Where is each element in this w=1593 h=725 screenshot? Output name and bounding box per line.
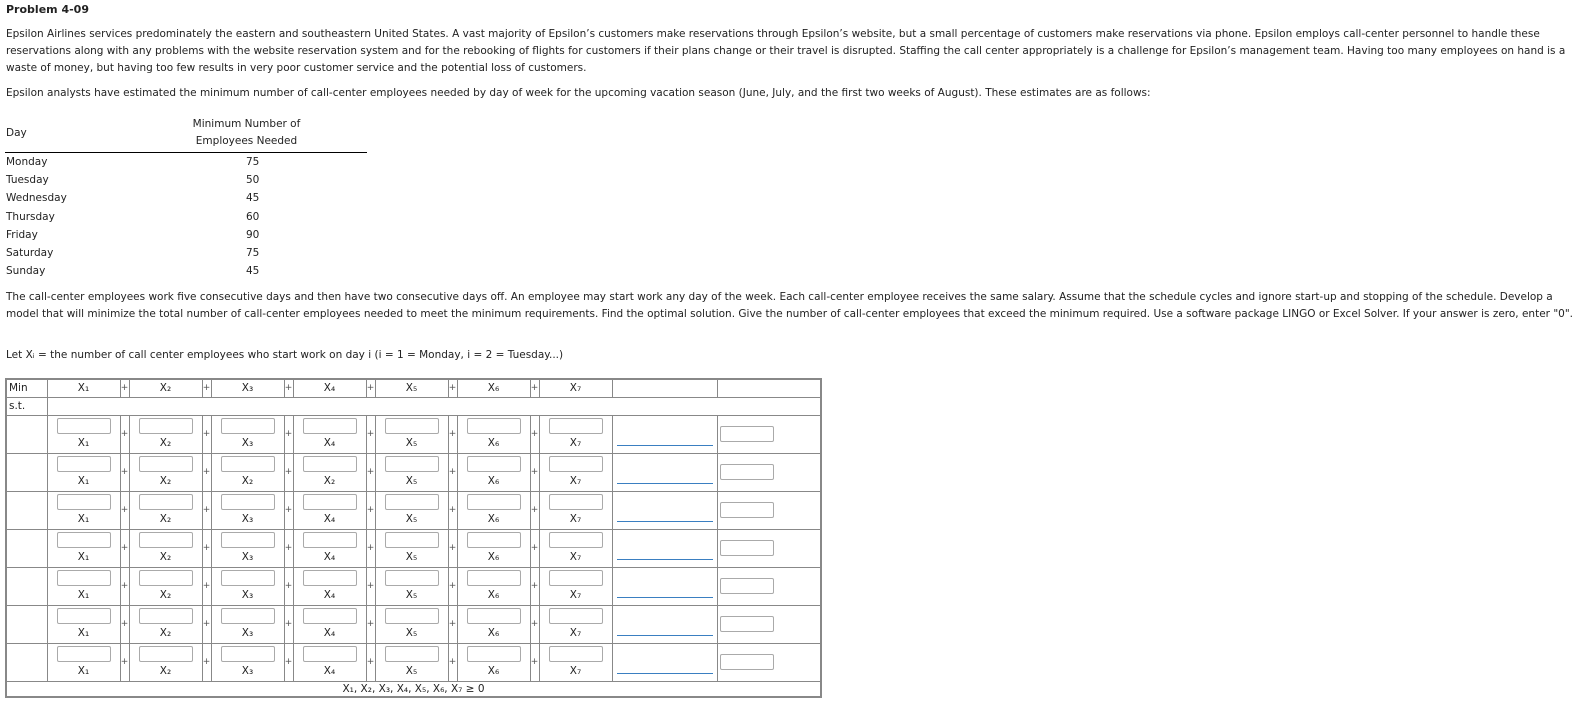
relation-cell [612, 415, 717, 453]
demand-row [5, 207, 367, 225]
plus-sign: + [448, 529, 457, 567]
objective-var-label: X₅ [375, 379, 448, 397]
variable-label: X₂ [159, 589, 172, 601]
coefficient-input[interactable] [303, 494, 357, 510]
rhs-cell [717, 453, 821, 491]
constraint-label-cell [6, 453, 47, 491]
demand-row [5, 189, 367, 207]
variable-label: X₆ [487, 437, 500, 449]
variable-label: X₂ [323, 475, 336, 487]
coefficient-input[interactable] [57, 456, 111, 472]
coef-cell [47, 453, 120, 491]
coef-cell [293, 415, 366, 453]
coef-cell [539, 567, 612, 605]
plus-sign: + [530, 415, 539, 453]
plus-sign: + [120, 415, 129, 453]
coef-cell [211, 415, 284, 453]
variable-label: X₅ [405, 475, 418, 487]
variable-label: X₂ [241, 475, 254, 487]
relation-cell [612, 529, 717, 567]
coefficient-input[interactable] [139, 418, 193, 434]
plus-sign: + [366, 453, 375, 491]
coef-cell [211, 491, 284, 529]
coef-cell [539, 529, 612, 567]
constraint-label-cell [6, 529, 47, 567]
constraint-row [6, 567, 821, 605]
rhs-input[interactable] [720, 464, 774, 480]
coefficient-input[interactable] [57, 608, 111, 624]
relation-dropdown[interactable] [617, 651, 713, 674]
plus-sign: + [202, 529, 211, 567]
rhs-input[interactable] [720, 654, 774, 670]
variable-label: X₅ [405, 437, 418, 449]
coef-cell [539, 491, 612, 529]
objective-var-label: X₁ [47, 379, 120, 397]
coefficient-input[interactable] [139, 494, 193, 510]
coefficient-input[interactable] [549, 608, 603, 624]
rhs-input[interactable] [720, 540, 774, 556]
coef-cell [293, 605, 366, 643]
coefficient-input[interactable] [549, 532, 603, 548]
relation-cell [612, 453, 717, 491]
coefficient-input[interactable] [57, 494, 111, 510]
rhs-input[interactable] [720, 502, 774, 518]
coef-cell [457, 643, 530, 681]
plus-sign: + [202, 415, 211, 453]
coefficient-input[interactable] [467, 570, 521, 586]
rhs-cell [717, 491, 821, 529]
intro-paragraph: Epsilon Airlines services predominately the eastern and southeastern United States. A vast majority of Epsilon’s customers make reservations through Epsilon’s website, but a small percentage of customers make reservations via phone. Epsilon employs call-center personnel to handle these reservations along with any problems with the website reservation system and for the rebooking of flights for customers if their plans change or their travel is disrupted. Staffing the call center appropriately is a challenge for Epsilon’s management team. Having too many employees on hand is a waste of money, but having too few results in very poor customer service and the potential loss of customers. [6, 28, 1566, 74]
objective-blank [717, 379, 821, 397]
coefficient-input[interactable] [385, 494, 439, 510]
constraint-label-cell [6, 643, 47, 681]
variable-label: X₆ [487, 589, 500, 601]
plus-sign: + [284, 415, 293, 453]
plus-sign: + [530, 567, 539, 605]
variable-label: X₇ [569, 665, 582, 677]
coef-cell [211, 529, 284, 567]
variable-label: X₁ [77, 475, 90, 487]
demand-min: 45 [246, 265, 260, 278]
objective-var-label: X₃ [211, 379, 284, 397]
demand-day: Thursday [6, 210, 55, 223]
plus-sign: + [530, 491, 539, 529]
demand-min: 75 [246, 155, 260, 168]
plus-sign: + [366, 567, 375, 605]
coef-cell [375, 453, 448, 491]
coefficient-input[interactable] [385, 456, 439, 472]
variable-label: X₂ [159, 627, 172, 639]
coef-cell [457, 605, 530, 643]
relation-dropdown[interactable] [617, 499, 713, 522]
variable-label: X₅ [405, 513, 418, 525]
variable-label: X₇ [569, 475, 582, 487]
variable-label: X₁ [77, 627, 90, 639]
plus-sign: + [120, 605, 129, 643]
coef-cell [129, 529, 202, 567]
coefficient-input[interactable] [57, 532, 111, 548]
variable-label: X₇ [569, 437, 582, 449]
plus-sign: + [530, 529, 539, 567]
coef-cell [211, 643, 284, 681]
coefficient-input[interactable] [139, 646, 193, 662]
constraint-row [6, 605, 821, 643]
objective-var-label: X₆ [457, 379, 530, 397]
relation-dropdown[interactable] [617, 461, 713, 484]
variable-label: X₁ [77, 513, 90, 525]
rhs-cell [717, 643, 821, 681]
relation-cell [612, 605, 717, 643]
plus-sign: + [448, 415, 457, 453]
plus-sign: + [530, 379, 539, 397]
coefficient-input[interactable] [303, 570, 357, 586]
coef-cell [375, 491, 448, 529]
coef-cell [293, 529, 366, 567]
plus-sign: + [366, 415, 375, 453]
variable-label: X₃ [241, 551, 254, 563]
constraint-row [6, 529, 821, 567]
coefficient-input[interactable] [139, 608, 193, 624]
coefficient-input[interactable] [385, 418, 439, 434]
plus-sign: + [284, 605, 293, 643]
variable-label: X₂ [159, 513, 172, 525]
variable-label: X₁ [77, 551, 90, 563]
coefficient-input[interactable] [549, 570, 603, 586]
coefficient-input[interactable] [467, 494, 521, 510]
plus-sign: + [448, 491, 457, 529]
model-paragraph: The call-center employees work five consecutive days and then have two consecutive days off. An employee may start work any day of the week. Each call-center employee receives the same salary. Assume that the schedule cycles and ignore start-up and stopping of the schedule. Develop a model that will minimize the total number of call-center employees needed to meet the minimum requirements. Find the optimal solution. Give the number of call-center employees that exceed the minimum required. Use a software package LINGO or Excel Solver. If your answer is zero, enter "0". [6, 291, 1573, 320]
coefficient-input[interactable] [57, 646, 111, 662]
coef-cell [457, 415, 530, 453]
variable-label: X₁ [77, 437, 90, 449]
min-label: Min [6, 379, 47, 397]
coef-cell [47, 643, 120, 681]
plus-sign: + [202, 379, 211, 397]
constraint-row [6, 415, 821, 453]
variable-label: X₅ [405, 627, 418, 639]
problem-title: Problem 4-09 [6, 3, 89, 16]
coefficient-input[interactable] [139, 532, 193, 548]
demand-min: 90 [246, 228, 260, 241]
variable-label: X₃ [241, 513, 254, 525]
demand-header-min-line1: Minimum Number of [192, 117, 301, 130]
coef-cell [293, 453, 366, 491]
plus-sign: + [284, 529, 293, 567]
variable-label: X₂ [159, 437, 172, 449]
coefficient-input[interactable] [221, 570, 275, 586]
plus-sign: + [202, 453, 211, 491]
coefficient-input[interactable] [385, 532, 439, 548]
plus-sign: + [284, 453, 293, 491]
demand-table [5, 114, 367, 281]
variable-label: X₄ [323, 437, 336, 449]
relation-dropdown[interactable] [617, 537, 713, 560]
plus-sign: + [448, 379, 457, 397]
coef-cell [211, 567, 284, 605]
constraint-label-cell [6, 415, 47, 453]
plus-sign: + [284, 491, 293, 529]
rhs-cell [717, 567, 821, 605]
plus-sign: + [120, 379, 129, 397]
coef-cell [129, 491, 202, 529]
demand-min: 60 [246, 210, 260, 223]
coefficient-input[interactable] [467, 456, 521, 472]
coef-cell [539, 605, 612, 643]
objective-var-label: X₂ [129, 379, 202, 397]
demand-header-min-line2: Employees Needed [195, 134, 298, 147]
coef-cell [47, 567, 120, 605]
coef-cell [375, 415, 448, 453]
coefficient-input[interactable] [467, 418, 521, 434]
coef-cell [457, 529, 530, 567]
variable-label: X₂ [159, 551, 172, 563]
plus-sign: + [284, 643, 293, 681]
variable-label: X₇ [569, 513, 582, 525]
variable-label: X₇ [569, 551, 582, 563]
plus-sign: + [366, 491, 375, 529]
coefficient-input[interactable] [303, 456, 357, 472]
coef-cell [293, 643, 366, 681]
variable-definition: Let Xᵢ = the number of call center employees who start work on day i (i = 1 = Monday, i = 2 = Tuesday...) [6, 349, 564, 361]
rhs-input[interactable] [720, 578, 774, 594]
demand-min: 75 [246, 247, 260, 260]
variable-label: X₃ [241, 627, 254, 639]
rhs-cell [717, 415, 821, 453]
plus-sign: + [530, 453, 539, 491]
variable-label: X₆ [487, 665, 500, 677]
demand-day: Sunday [6, 265, 46, 278]
variable-label: X₆ [487, 551, 500, 563]
plus-sign: + [366, 605, 375, 643]
coef-cell [129, 643, 202, 681]
plus-sign: + [120, 491, 129, 529]
coef-cell [129, 567, 202, 605]
coef-cell [47, 529, 120, 567]
coef-cell [375, 643, 448, 681]
rhs-cell [717, 605, 821, 643]
coef-cell [293, 491, 366, 529]
coef-cell [129, 415, 202, 453]
coefficient-input[interactable] [139, 456, 193, 472]
plus-sign: + [448, 567, 457, 605]
plus-sign: + [284, 379, 293, 397]
coefficient-input[interactable] [303, 646, 357, 662]
variable-label: X₂ [159, 475, 172, 487]
relation-dropdown[interactable] [617, 423, 713, 446]
plus-sign: + [284, 567, 293, 605]
variable-label: X₄ [323, 513, 336, 525]
variable-label: X₃ [241, 665, 254, 677]
plus-sign: + [530, 643, 539, 681]
demand-min: 50 [246, 173, 260, 186]
relation-cell [612, 643, 717, 681]
plus-sign: + [120, 643, 129, 681]
demand-header-day: Day [5, 114, 186, 152]
objective-blank [612, 379, 717, 397]
demand-row [5, 152, 367, 171]
variable-label: X₄ [323, 627, 336, 639]
nonnegativity-text: X₁, X₂, X₃, X₄, X₅, X₆, X₇ ≥ 0 [6, 681, 821, 697]
coef-cell [211, 453, 284, 491]
demand-day: Friday [6, 228, 38, 241]
demand-header-min [186, 114, 367, 152]
constraint-label-cell [6, 567, 47, 605]
demand-day: Monday [6, 155, 48, 168]
plus-sign: + [366, 379, 375, 397]
variable-label: X₁ [77, 665, 90, 677]
plus-sign: + [202, 643, 211, 681]
coef-cell [539, 415, 612, 453]
st-spacer [47, 397, 821, 415]
relation-cell [612, 491, 717, 529]
coef-cell [47, 415, 120, 453]
variable-label: X₄ [323, 665, 336, 677]
demand-min: 45 [246, 192, 260, 205]
coefficient-input[interactable] [57, 570, 111, 586]
plus-sign: + [530, 605, 539, 643]
coefficient-input[interactable] [303, 532, 357, 548]
relation-cell [612, 567, 717, 605]
coefficient-input[interactable] [467, 646, 521, 662]
coefficient-input[interactable] [221, 418, 275, 434]
coef-cell [375, 529, 448, 567]
coef-cell [457, 491, 530, 529]
coefficient-input[interactable] [549, 494, 603, 510]
plus-sign: + [366, 643, 375, 681]
relation-dropdown[interactable] [617, 613, 713, 636]
plus-sign: + [448, 643, 457, 681]
variable-label: X₃ [241, 437, 254, 449]
coefficient-input[interactable] [303, 608, 357, 624]
coef-cell [539, 453, 612, 491]
coef-cell [457, 453, 530, 491]
demand-row [5, 244, 367, 262]
plus-sign: + [202, 491, 211, 529]
plus-sign: + [120, 453, 129, 491]
coef-cell [129, 453, 202, 491]
rhs-cell [717, 529, 821, 567]
coefficient-input[interactable] [385, 646, 439, 662]
variable-label: X₆ [487, 475, 500, 487]
plus-sign: + [120, 567, 129, 605]
constraint-row [6, 453, 821, 491]
coefficient-input[interactable] [221, 646, 275, 662]
coefficient-input[interactable] [467, 532, 521, 548]
relation-dropdown[interactable] [617, 575, 713, 598]
variable-label: X₄ [323, 589, 336, 601]
constraint-label-cell [6, 605, 47, 643]
demand-row [5, 171, 367, 189]
coefficient-input[interactable] [221, 494, 275, 510]
plus-sign: + [120, 529, 129, 567]
coefficient-input[interactable] [385, 570, 439, 586]
coef-cell [211, 605, 284, 643]
plus-sign: + [202, 605, 211, 643]
variable-label: X₆ [487, 627, 500, 639]
coefficient-input[interactable] [139, 570, 193, 586]
plus-sign: + [448, 453, 457, 491]
variable-label: X₅ [405, 589, 418, 601]
variable-label: X₆ [487, 513, 500, 525]
coefficient-input[interactable] [549, 456, 603, 472]
coef-cell [129, 605, 202, 643]
variable-label: X₁ [77, 589, 90, 601]
variable-label: X₇ [569, 589, 582, 601]
coef-cell [375, 567, 448, 605]
demand-row [5, 226, 367, 244]
rhs-input[interactable] [720, 426, 774, 442]
constraint-label-cell [6, 491, 47, 529]
coefficient-input[interactable] [221, 456, 275, 472]
demand-day: Wednesday [6, 192, 67, 205]
variable-label: X₄ [323, 551, 336, 563]
constraint-row [6, 643, 821, 681]
coefficient-input[interactable] [467, 608, 521, 624]
variable-label: X₃ [241, 589, 254, 601]
lp-model-grid [5, 378, 822, 698]
plus-sign: + [202, 567, 211, 605]
coefficient-input[interactable] [549, 418, 603, 434]
coef-cell [457, 567, 530, 605]
objective-var-label: X₇ [539, 379, 612, 397]
plus-sign: + [448, 605, 457, 643]
variable-label: X₂ [159, 665, 172, 677]
coef-cell [47, 491, 120, 529]
st-label: s.t. [6, 397, 47, 415]
coefficient-input[interactable] [57, 418, 111, 434]
coef-cell [539, 643, 612, 681]
rhs-input[interactable] [720, 616, 774, 632]
objective-var-label: X₄ [293, 379, 366, 397]
coefficient-input[interactable] [221, 532, 275, 548]
nonnegativity-row [6, 681, 821, 697]
coefficient-input[interactable] [303, 418, 357, 434]
demand-row [5, 262, 367, 280]
estimates-paragraph: Epsilon analysts have estimated the minimum number of call-center employees needed by day of week for the upcoming vacation season (June, July, and the first two weeks of August). These estimates are as follows: [6, 87, 1151, 99]
plus-sign: + [366, 529, 375, 567]
variable-label: X₅ [405, 551, 418, 563]
variable-label: X₇ [569, 627, 582, 639]
variable-label: X₅ [405, 665, 418, 677]
coef-cell [47, 605, 120, 643]
demand-day: Saturday [6, 247, 54, 260]
coef-cell [375, 605, 448, 643]
coefficient-input[interactable] [385, 608, 439, 624]
demand-day: Tuesday [6, 173, 49, 186]
coef-cell [293, 567, 366, 605]
coefficient-input[interactable] [221, 608, 275, 624]
coefficient-input[interactable] [549, 646, 603, 662]
constraint-row [6, 491, 821, 529]
